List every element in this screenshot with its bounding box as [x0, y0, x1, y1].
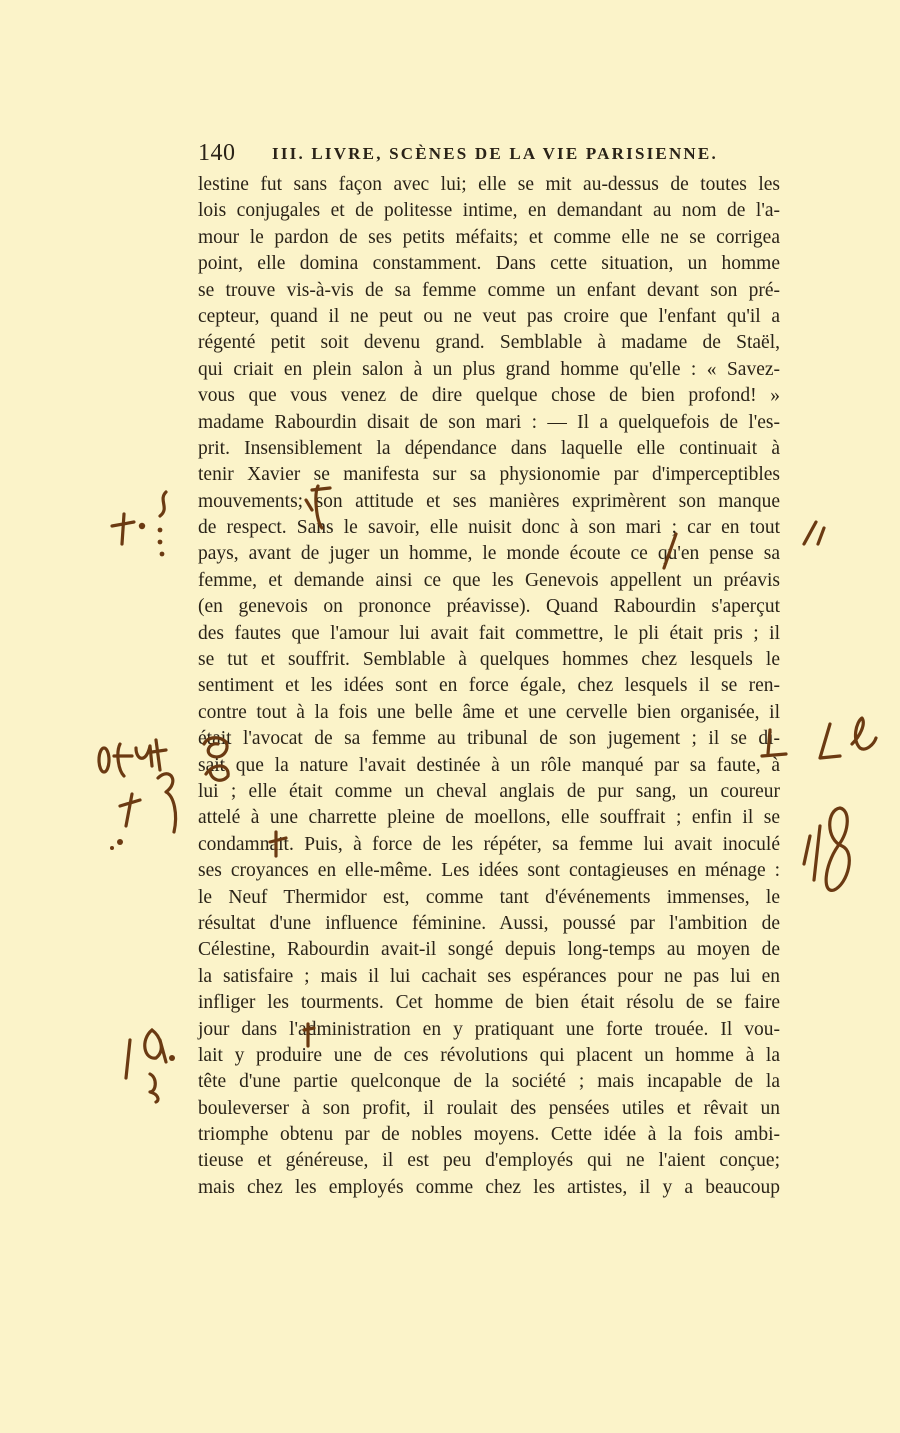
margin-mark-slash [804, 522, 824, 544]
text-line: tieuse et généreuse, il est peu d'employés qui ne l'aient conçue; [198, 1150, 780, 1172]
text-line: lui ; elle était comme un cheval anglais de pur sang, un coureur [198, 780, 780, 802]
text-line: régenté petit soit devenu grand. Semblable à madame de Staël, [198, 332, 780, 354]
text-line: attelé à une charrette pleine de moellons, elle souffrait ; enfin il se [198, 807, 780, 829]
margin-mark-o-fut [99, 740, 176, 850]
margin-mark-1a [126, 1030, 175, 1102]
text-line: (en genevois on prononce préavisse). Quand Rabourdin s'aperçut [198, 596, 780, 618]
text-line: se tut et souffrit. Semblable à quelques hommes chez lesquels le [198, 649, 780, 671]
text-line: lestine fut sans façon avec lui; elle se mit au-dessus de toutes les [198, 174, 780, 195]
text-line: vous que vous venez de dire quelque chose de bien profond! » [198, 385, 780, 407]
margin-mark-eight [804, 808, 849, 890]
text-line: triomphe obtenu par de nobles moyens. Cette idée à la fois ambi- [198, 1124, 780, 1146]
text-line: contre tout à la fois une belle âme et une cervelle bien organisée, il [198, 701, 780, 723]
text-line: pays, avant de juger un homme, le monde écoute ce qu'en pense sa [198, 543, 780, 565]
text-line: bouleverser à son profit, il roulait des pensées utiles et rêvait un [198, 1097, 780, 1119]
text-line: condamnait. Puis, à force de les répéter, sa femme lui avait inoculé [198, 833, 780, 855]
text-line: le Neuf Thermidor est, comme tant d'événements immenses, le [198, 886, 780, 908]
text-line: mouvements; son attitude et ses manières exprimèrent son manque [198, 490, 780, 512]
text-line: Célestine, Rabourdin avait-il songé depuis long-temps au moyen de [198, 939, 780, 961]
text-line: était l'avocat de sa femme au tribunal de son jugement ; il se di- [198, 728, 780, 750]
margin-mark-le [820, 718, 876, 758]
page-number: 140 [198, 140, 236, 166]
text-line: madame Rabourdin disait de son mari : — Il a quelquefois de l'es- [198, 411, 780, 433]
text-line: résultat d'une influence féminine. Aussi, poussé par l'ambition de [198, 912, 780, 934]
text-line: tête d'une partie quelconque de la société ; mais incapable de la [198, 1071, 780, 1093]
text-line: se trouve vis-à-vis de sa femme comme un enfant devant son pré- [198, 279, 780, 301]
text-line: sait que la nature l'avait destinée à un rôle manqué par sa faute, à [198, 754, 780, 776]
text-line: mour le pardon de ses petits méfaits; et comme elle ne se corrigea [198, 226, 780, 248]
page-header [198, 140, 780, 170]
running-head: III. LIVRE, SCÈNES DE LA VIE PARISIENNE. [272, 144, 718, 163]
text-line: lois conjugales et de politesse intime, en demandant au nom de l'a- [198, 200, 780, 222]
text-line: cepteur, quand il ne peut ou ne veut pas croire que l'enfant qu'il a [198, 305, 780, 327]
text-line: prit. Insensiblement la dépendance dans laquelle elle continuait à [198, 437, 780, 459]
text-line: sentiment et les idées sont en force égale, chez lesquels il se ren- [198, 675, 780, 697]
text-line: tenir Xavier se manifesta sur sa physionomie par d'imperceptibles [198, 464, 780, 486]
text-line: lait y produire une de ces révolutions qui placent un homme à la [198, 1044, 780, 1066]
text-line: ses croyances en elle-même. Les idées sont contagieuses en ménage : [198, 860, 780, 882]
text-line: mais chez les employés comme chez les artistes, il y a beaucoup [198, 1176, 780, 1198]
margin-mark-plus [112, 492, 166, 556]
body-text [198, 172, 780, 1201]
text-line: de respect. Sans le savoir, elle nuisit donc à son mari ; car en tout [198, 517, 780, 539]
text-line: point, elle domina constamment. Dans cette situation, un homme [198, 253, 780, 275]
text-line: jour dans l'administration en y pratiquant une forte trouée. Il vou- [198, 1018, 780, 1040]
text-line: qui criait en plein salon à un plus grand homme qu'elle : « Savez- [198, 358, 780, 380]
text-line: infliger les tourments. Cet homme de bien était résolu de se faire [198, 992, 780, 1014]
text-line: des fautes que l'amour lui avait fait commettre, le pli était pris ; il [198, 622, 780, 644]
text-line: femme, et demande ainsi ce que les Genevois appellent un préavis [198, 569, 780, 591]
text-line: la satisfaire ; mais il lui cachait ses espérances pour ne pas lui en [198, 965, 780, 987]
